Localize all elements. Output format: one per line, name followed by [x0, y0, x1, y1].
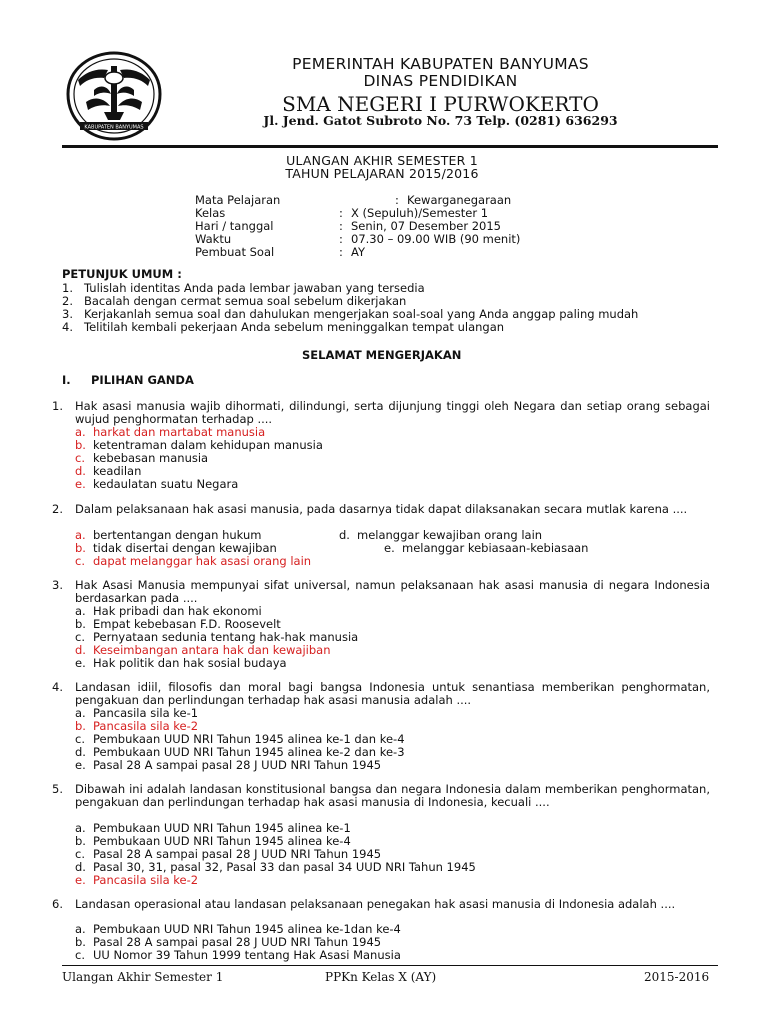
section-title: PILIHAN GANDA	[91, 373, 194, 387]
option-text: harkat dan martabat manusia	[93, 425, 266, 439]
instruction-text: Telitilah kembali pekerjaan Anda sebelum meninggalkan tempat ulangan	[84, 320, 505, 334]
instruction-text: Kerjakanlah semua soal dan dahulukan mengerjakan soal-soal yang Anda anggap paling mudah	[84, 307, 639, 321]
option-text: Pernyataan sedunia tentang hak-hak manusia	[93, 630, 359, 644]
exam-title: ULANGAN AKHIR SEMESTER 1	[286, 153, 478, 168]
option-letter: c.	[75, 630, 85, 644]
school-address: Jl. Jend. Gatot Subroto No. 73 Telp. (0281) 636293	[263, 113, 618, 128]
option-text: Pembukaan UUD NRI Tahun 1945 alinea ke-1 dan ke-4	[93, 732, 405, 746]
info-value: 07.30 – 09.00 WIB (90 menit)	[351, 232, 521, 246]
exam-year: TAHUN PELAJARAN 2015/2016	[285, 166, 479, 181]
option-text: melanggar kewajiban orang lain	[357, 528, 543, 542]
option-text: Pembukaan UUD NRI Tahun 1945 alinea ke-4	[93, 834, 351, 848]
option-text: Pasal 28 A sampai pasal 28 J UUD NRI Tahun 1945	[93, 758, 382, 772]
option-letter: c.	[75, 732, 85, 746]
instruction-text: Tulislah identitas Anda pada lembar jawaban yang tersedia	[84, 281, 425, 295]
option-letter: e.	[75, 477, 86, 491]
option-text: Keseimbangan antara hak dan kewajiban	[93, 643, 331, 657]
option-letter: a.	[75, 821, 86, 835]
option-letter: b.	[75, 617, 86, 631]
info-label: Kelas	[195, 206, 226, 220]
option-letter: c.	[75, 948, 85, 962]
instruction-number: 2.	[62, 294, 73, 308]
department-name: DINAS PENDIDIKAN	[363, 72, 518, 90]
option-text: tidak disertai dengan kewajiban	[93, 541, 277, 555]
question-number: 1.	[52, 399, 63, 413]
option-letter: c.	[75, 847, 85, 861]
option-letter: a.	[75, 922, 86, 936]
option-letter: d.	[75, 745, 86, 759]
info-value: Kewarganegaraan	[407, 193, 512, 207]
info-colon: :	[395, 193, 399, 207]
question-number: 2.	[52, 502, 63, 516]
option-text: Hak pribadi dan hak ekonomi	[93, 604, 262, 618]
option-text: Pembukaan UUD NRI Tahun 1945 alinea ke-1	[93, 821, 351, 835]
option-text: melanggar kebiasaan-kebiasaan	[402, 541, 589, 555]
instructions-heading: PETUNJUK UMUM :	[62, 267, 182, 281]
info-label: Pembuat Soal	[195, 245, 275, 259]
regency-seal-logo	[64, 50, 164, 142]
option-letter: c.	[75, 451, 85, 465]
option-text: UU Nomor 39 Tahun 1999 tentang Hak Asasi Manusia	[93, 948, 401, 962]
footer-center: PPKn Kelas X (AY)	[325, 970, 437, 984]
instruction-number: 3.	[62, 307, 73, 321]
section-number: I.	[62, 373, 71, 387]
option-text: ketentraman dalam kehidupan manusia	[93, 438, 323, 452]
info-value: AY	[351, 245, 365, 259]
option-letter: b.	[75, 935, 86, 949]
svg-text:KABUPATEN BANYUMAS: KABUPATEN BANYUMAS	[84, 124, 144, 131]
option-letter: c.	[75, 554, 85, 568]
option-letter: e.	[75, 758, 86, 772]
option-letter: e.	[75, 873, 86, 887]
info-label: Waktu	[195, 232, 232, 246]
government-name: PEMERINTAH KABUPATEN BANYUMAS	[292, 55, 589, 73]
option-text: Pasal 28 A sampai pasal 28 J UUD NRI Tahun 1945	[93, 935, 382, 949]
question-number: 5.	[52, 782, 63, 796]
option-letter: b.	[75, 541, 86, 555]
option-text: Pasal 30, 31, pasal 32, Pasal 33 dan pasal 34 UUD NRI Tahun 1945	[93, 860, 476, 874]
question-number: 6.	[52, 897, 63, 911]
option-text: Empat kebebasan F.D. Roosevelt	[93, 617, 281, 631]
info-colon: :	[339, 206, 343, 220]
option-letter: d.	[75, 643, 86, 657]
option-text: kedaulatan suatu Negara	[93, 477, 239, 491]
info-value: Senin, 07 Desember 2015	[351, 219, 501, 233]
option-text: Pembukaan UUD NRI Tahun 1945 alinea ke-2 dan ke-3	[93, 745, 405, 759]
option-letter: a.	[75, 528, 86, 542]
info-colon: :	[339, 245, 343, 259]
option-text: bertentangan dengan hukum	[93, 528, 262, 542]
school-name: SMA NEGERI I PURWOKERTO	[282, 92, 599, 116]
option-text: kebebasan manusia	[93, 451, 209, 465]
option-text: Pembukaan UUD NRI Tahun 1945 alinea ke-1dan ke-4	[93, 922, 401, 936]
option-letter: a.	[75, 604, 86, 618]
question-text: Dibawah ini adalah landasan konstitusional bangsa dan negara Indonesia dalam memberikan penghormatan, pengakuan dan perlindungan terhadap hak asasi manusia di Indonesia, kecuali ....	[75, 782, 710, 809]
option-text: Pancasila sila ke-2	[93, 873, 199, 887]
option-letter: a.	[75, 706, 86, 720]
question-text: Hak asasi manusia wajib dihormati, dilindungi, serta dijunjung tinggi oleh Negara dan setiap orang sebagai wujud penghormatan terhadap ....	[75, 399, 710, 426]
instruction-number: 4.	[62, 320, 73, 334]
letterhead-divider	[62, 145, 718, 148]
info-label: Mata Pelajaran	[195, 193, 281, 207]
option-letter: b.	[75, 719, 86, 733]
question-number: 4.	[52, 680, 63, 694]
question-text: Landasan idiil, filosofis dan moral bagi bangsa Indonesia untuk senantiasa memberikan penghormatan, pengakuan dan perlindungan terhadap hak asasi manusia adalah ....	[75, 680, 710, 707]
info-value: X (Sepuluh)/Semester 1	[351, 206, 489, 220]
option-letter: d.	[339, 528, 350, 542]
footer-divider	[62, 965, 718, 966]
option-text: Pasal 28 A sampai pasal 28 J UUD NRI Tahun 1945	[93, 847, 382, 861]
option-text: Pancasila sila ke-2	[93, 719, 199, 733]
greeting: SELAMAT MENGERJAKAN	[302, 348, 462, 362]
info-label: Hari / tanggal	[195, 219, 274, 233]
option-letter: e.	[384, 541, 395, 555]
option-letter: d.	[75, 464, 86, 478]
option-letter: a.	[75, 425, 86, 439]
option-text: keadilan	[93, 464, 142, 478]
instruction-text: Bacalah dengan cermat semua soal sebelum dikerjakan	[84, 294, 407, 308]
option-letter: b.	[75, 438, 86, 452]
question-text: Hak Asasi Manusia mempunyai sifat universal, namun pelaksanaan hak asasi manusia di negara Indonesia berdasarkan pada ....	[75, 578, 710, 605]
option-text: Hak politik dan hak sosial budaya	[93, 656, 287, 670]
info-colon: :	[339, 232, 343, 246]
question-text: Landasan operasional atau landasan pelaksanaan penegakan hak asasi manusia di Indonesia adalah ....	[75, 897, 676, 911]
question-text: Dalam pelaksanaan hak asasi manusia, pada dasarnya tidak dapat dilaksanakan secara mutlak karena ....	[75, 502, 688, 516]
option-text: Pancasila sila ke-1	[93, 706, 199, 720]
instruction-number: 1.	[62, 281, 73, 295]
info-colon: :	[339, 219, 343, 233]
footer-left: Ulangan Akhir Semester 1	[62, 970, 224, 984]
option-letter: d.	[75, 860, 86, 874]
question-number: 3.	[52, 578, 63, 592]
footer-right: 2015-2016	[644, 970, 710, 984]
option-letter: e.	[75, 656, 86, 670]
option-letter: b.	[75, 834, 86, 848]
option-text: dapat melanggar hak asasi orang lain	[93, 554, 312, 568]
